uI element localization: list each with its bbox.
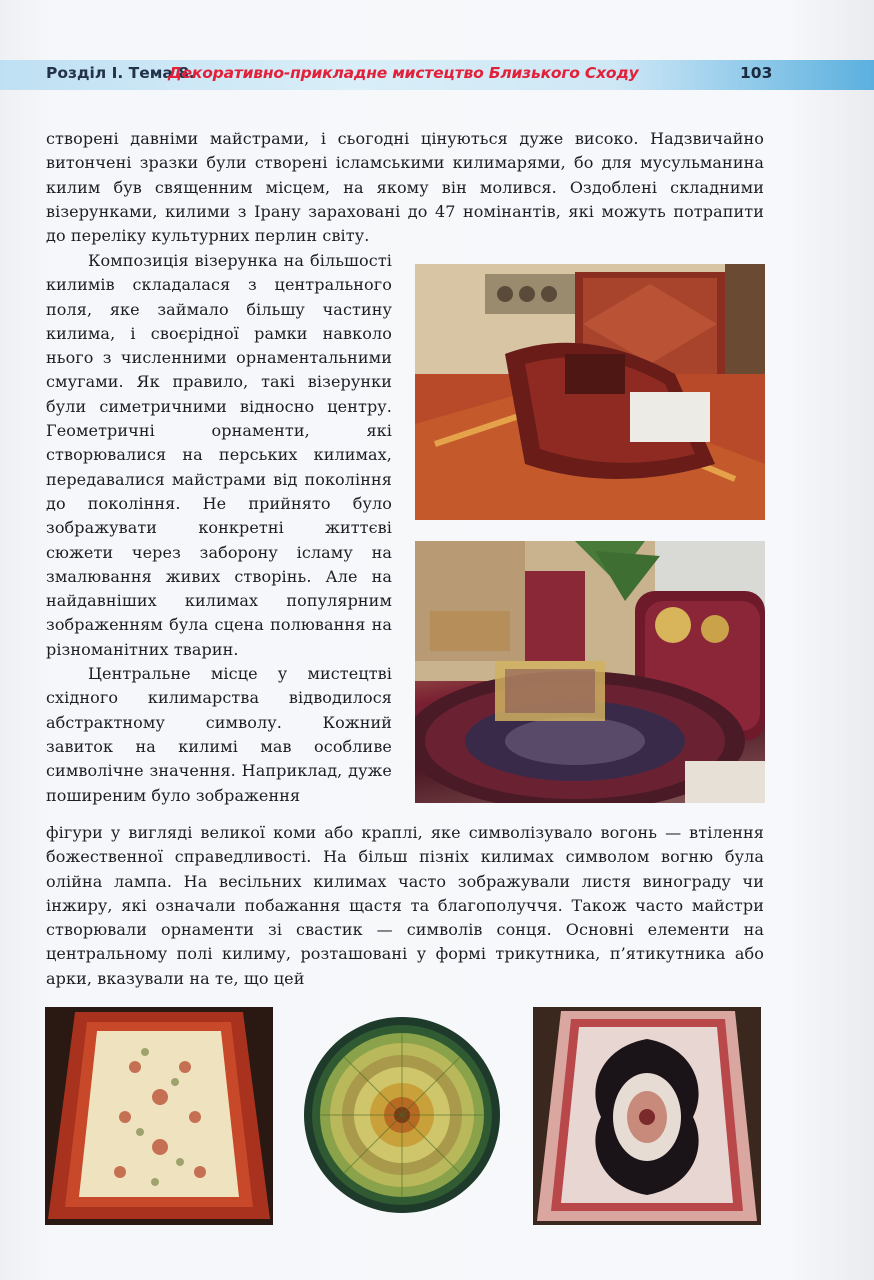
photo-medallion-carpet-illustration: [533, 1007, 761, 1225]
chapter-title: Декоративно-прикладне мистецтво Близького Сходу: [168, 64, 639, 82]
photo-carpet-room: [415, 264, 765, 520]
paragraph-composition: Композиція візерунка на більшості килимів складалася з центрального поля, яке займало більшу частину килима, і своєрідної рамки навколо нього з численними орнаментальними смугами. Як правило, такі візерунки були симетричними відносно центру. Геометричні орнаменти, які створювалися на перських килимах, передавалися майстрами від покоління до покоління. Не прийнято було зображувати конкретні життєві сюжети через заборону ісламу на змалювання живих створінь. Але на найдавніших килимах популярним зображенням була сцена полювання на різноманітних тварин.: [46, 251, 392, 659]
paragraph-symbol-start: Центральне місце у мистецтві східного килимарства відводилося абстрактному символу. Кожний завиток на килимі мав особливе символічне значення. Наприклад, дуже поширеним було зображення: [46, 664, 392, 805]
paragraph-intro-text: створені давніми майстрами, і сьогодні цінуються дуже високо. Надзвичайно витончені зразки були створені ісламськими килимарями, бо для мусульманина килим був священним місцем, на якому він молився. Оздоблені складними візерунками, килими з Ірану зараховані до 47 номінантів, які можуть потрапити до переліку культурних перлин світу.: [46, 129, 764, 246]
paragraph-symbol-continued: фігури у вигляді великої коми або краплі, яке символізувало вогонь — втілення божественної справедливості. На більш пізніх килимах символом вогню була олійна лампа. На весільних килимах часто зображували листя винограду чи інжиру, які означали побажання щастя та благополуччя. Також часто майстри створювали орнаменти зі свастик — символів сонця. Основні елементи на центральному полі килиму, розташовані у формі трикутника, п’ятикутника або арки, вказували на те, що цей: [46, 823, 764, 988]
page-number: 103: [740, 64, 773, 82]
section-label: Розділ І. Тема 8.: [46, 64, 195, 82]
photo-carpet-room-illustration: [415, 264, 765, 520]
photo-round-carpet-illustration: [300, 1016, 505, 1214]
photo-round-carpet: [300, 1016, 505, 1214]
photo-cream-carpet-illustration: [45, 1007, 273, 1225]
photo-medallion-carpet: [533, 1007, 761, 1225]
photo-lounge-interior: [415, 541, 765, 803]
photo-lounge-interior-illustration: [415, 541, 765, 803]
paragraph-intro: [46, 127, 764, 248]
paragraph-column: [46, 249, 392, 808]
paragraph-full-width: [46, 821, 764, 991]
photo-cream-carpet: [45, 1007, 273, 1225]
